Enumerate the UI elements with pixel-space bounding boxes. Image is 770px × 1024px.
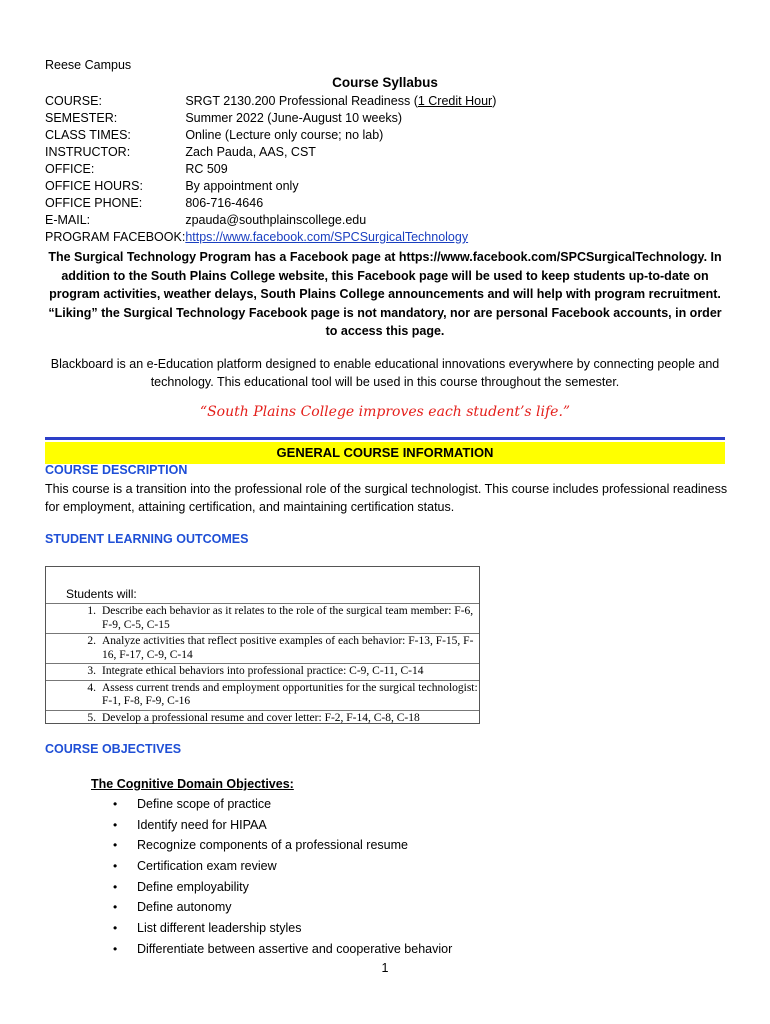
cognitive-objectives-list	[113, 795, 452, 961]
course-info-value: 806-716-4646	[185, 196, 264, 210]
course-info-value: Online (Lecture only course; no lab)	[185, 128, 384, 142]
outcome-text: Describe each behavior as it relates to the role of the surgical team member: F-6, F-9, C-5, C-15	[102, 604, 479, 634]
bullet-icon: •	[113, 900, 118, 915]
bullet-icon: •	[113, 797, 118, 811]
section-banner: GENERAL COURSE INFORMATION	[45, 442, 725, 464]
course-info-label: INSTRUCTOR:	[45, 145, 131, 159]
course-info-value	[185, 93, 496, 110]
objective-item	[113, 878, 452, 899]
outcome-number: 5.	[46, 710, 102, 726]
objective-text: Define employability	[137, 879, 249, 894]
objective-text: Differentiate between assertive and cooperative behavior	[137, 941, 453, 956]
blackboard-notice: Blackboard is an e-Education platform designed to enable educational innovations everywhere by connecting people and technology. This educational tool will be used in this course throughout the semester.	[50, 357, 720, 389]
bullet-icon: •	[113, 879, 118, 894]
course-name-suffix: )	[492, 94, 497, 108]
objective-item	[113, 816, 452, 837]
campus-name: Reese Campus	[45, 58, 132, 72]
course-info-label: CLASS TIMES:	[45, 128, 131, 142]
outcomes-lead: Students will:	[66, 587, 137, 601]
credit-hours: 1 Credit Hour	[417, 94, 493, 108]
course-info-label: OFFICE:	[45, 162, 95, 176]
course-info-row	[45, 127, 496, 144]
outcome-row	[46, 710, 479, 726]
course-info-label: OFFICE PHONE:	[45, 196, 143, 210]
course-info-value: By appointment only	[185, 179, 299, 193]
learning-outcomes-box	[45, 566, 480, 724]
outcome-number: 1.	[46, 604, 102, 634]
outcome-text: Integrate ethical behaviors into professional practice: C-9, C-11, C-14	[102, 664, 479, 681]
course-info-label: SEMESTER:	[45, 111, 118, 125]
objective-item	[113, 919, 452, 940]
outcome-text: Develop a professional resume and cover letter: F-2, F-14, C-8, C-18	[102, 710, 479, 726]
course-info-value: zpauda@southplainscollege.edu	[185, 213, 367, 227]
course-description-heading: COURSE DESCRIPTION	[45, 463, 188, 477]
outcome-row	[46, 680, 479, 710]
course-info-value: Summer 2022 (June-August 10 weeks)	[185, 111, 403, 125]
outcome-text: Analyze activities that reflect positive examples of each behavior: F-13, F-15, F-16, F-17, C-9, C-14	[102, 634, 479, 664]
objective-text: Define autonomy	[137, 900, 232, 915]
bullet-icon: •	[113, 838, 118, 853]
bullet-icon: •	[113, 859, 118, 874]
facebook-link[interactable]: https://www.facebook.com/SPCSurgicalTechnology	[185, 230, 469, 244]
course-objectives-heading: COURSE OBJECTIVES	[45, 742, 182, 756]
outcome-row	[46, 664, 479, 681]
outcome-row	[46, 604, 479, 634]
facebook-label: PROGRAM FACEBOOK:	[45, 230, 186, 244]
outcome-row	[46, 634, 479, 664]
bullet-icon: •	[113, 921, 118, 936]
course-info-value: RC 509	[185, 162, 228, 176]
objective-item	[113, 836, 452, 857]
objective-item	[113, 795, 452, 816]
course-info-row	[45, 212, 496, 229]
objective-text: List different leadership styles	[137, 921, 302, 936]
course-info-value: Zach Pauda, AAS, CST	[185, 145, 316, 159]
bullet-icon: •	[113, 941, 118, 956]
facebook-row	[45, 229, 496, 246]
outcome-number: 3.	[46, 664, 102, 681]
course-info-label: E-MAIL:	[45, 213, 91, 227]
course-info-label: COURSE:	[45, 94, 102, 108]
objective-item	[113, 940, 452, 961]
course-info-row	[45, 144, 496, 161]
course-info-row	[45, 161, 496, 178]
page-number: 1	[381, 961, 389, 975]
college-motto: “South Plains College improves each student’s life.”	[199, 404, 571, 420]
learning-outcomes-heading: STUDENT LEARNING OUTCOMES	[45, 532, 249, 546]
objective-text: Recognize components of a professional resume	[137, 838, 408, 853]
cognitive-objectives-heading: The Cognitive Domain Objectives:	[91, 777, 294, 791]
objective-item	[113, 857, 452, 878]
course-info-table	[45, 93, 496, 246]
outcome-text: Assess current trends and employment opportunities for the surgical technologist: F-1, F-8, F-9, C-16	[102, 680, 479, 710]
bullet-icon: •	[113, 817, 118, 832]
objective-item	[113, 898, 452, 919]
objective-text: Define scope of practice	[137, 797, 272, 811]
section-divider	[45, 437, 725, 440]
course-description-text: This course is a transition into the professional role of the surgical technologist. This course includes professional readiness for employment, attaining certification, and maintaining certification status.	[45, 482, 728, 514]
course-info-row	[45, 178, 496, 195]
outcome-number: 4.	[46, 680, 102, 710]
page-title: Course Syllabus	[332, 75, 438, 90]
course-info-row	[45, 195, 496, 212]
course-info-row	[45, 110, 496, 127]
course-name: SRGT 2130.200 Professional Readiness (	[185, 94, 418, 108]
objective-text: Certification exam review	[137, 859, 277, 874]
outcome-number: 2.	[46, 634, 102, 664]
learning-outcomes-table	[46, 603, 479, 726]
objective-text: Identify need for HIPAA	[137, 817, 267, 832]
facebook-notice: The Surgical Technology Program has a Facebook page at https://www.facebook.com/SPCSurgicalTechnology. In addition to the South Plains College website, this Facebook page will be used to keep students up-to-date on program activities, weather delays, South Plains College announcements and will help with program recruitment. “Liking” the Surgical Technology Facebook page is not mandatory, nor are personal Facebook accounts, in order to access this page.	[48, 250, 722, 338]
course-info-row	[45, 93, 496, 110]
course-info-label: OFFICE HOURS:	[45, 179, 143, 193]
